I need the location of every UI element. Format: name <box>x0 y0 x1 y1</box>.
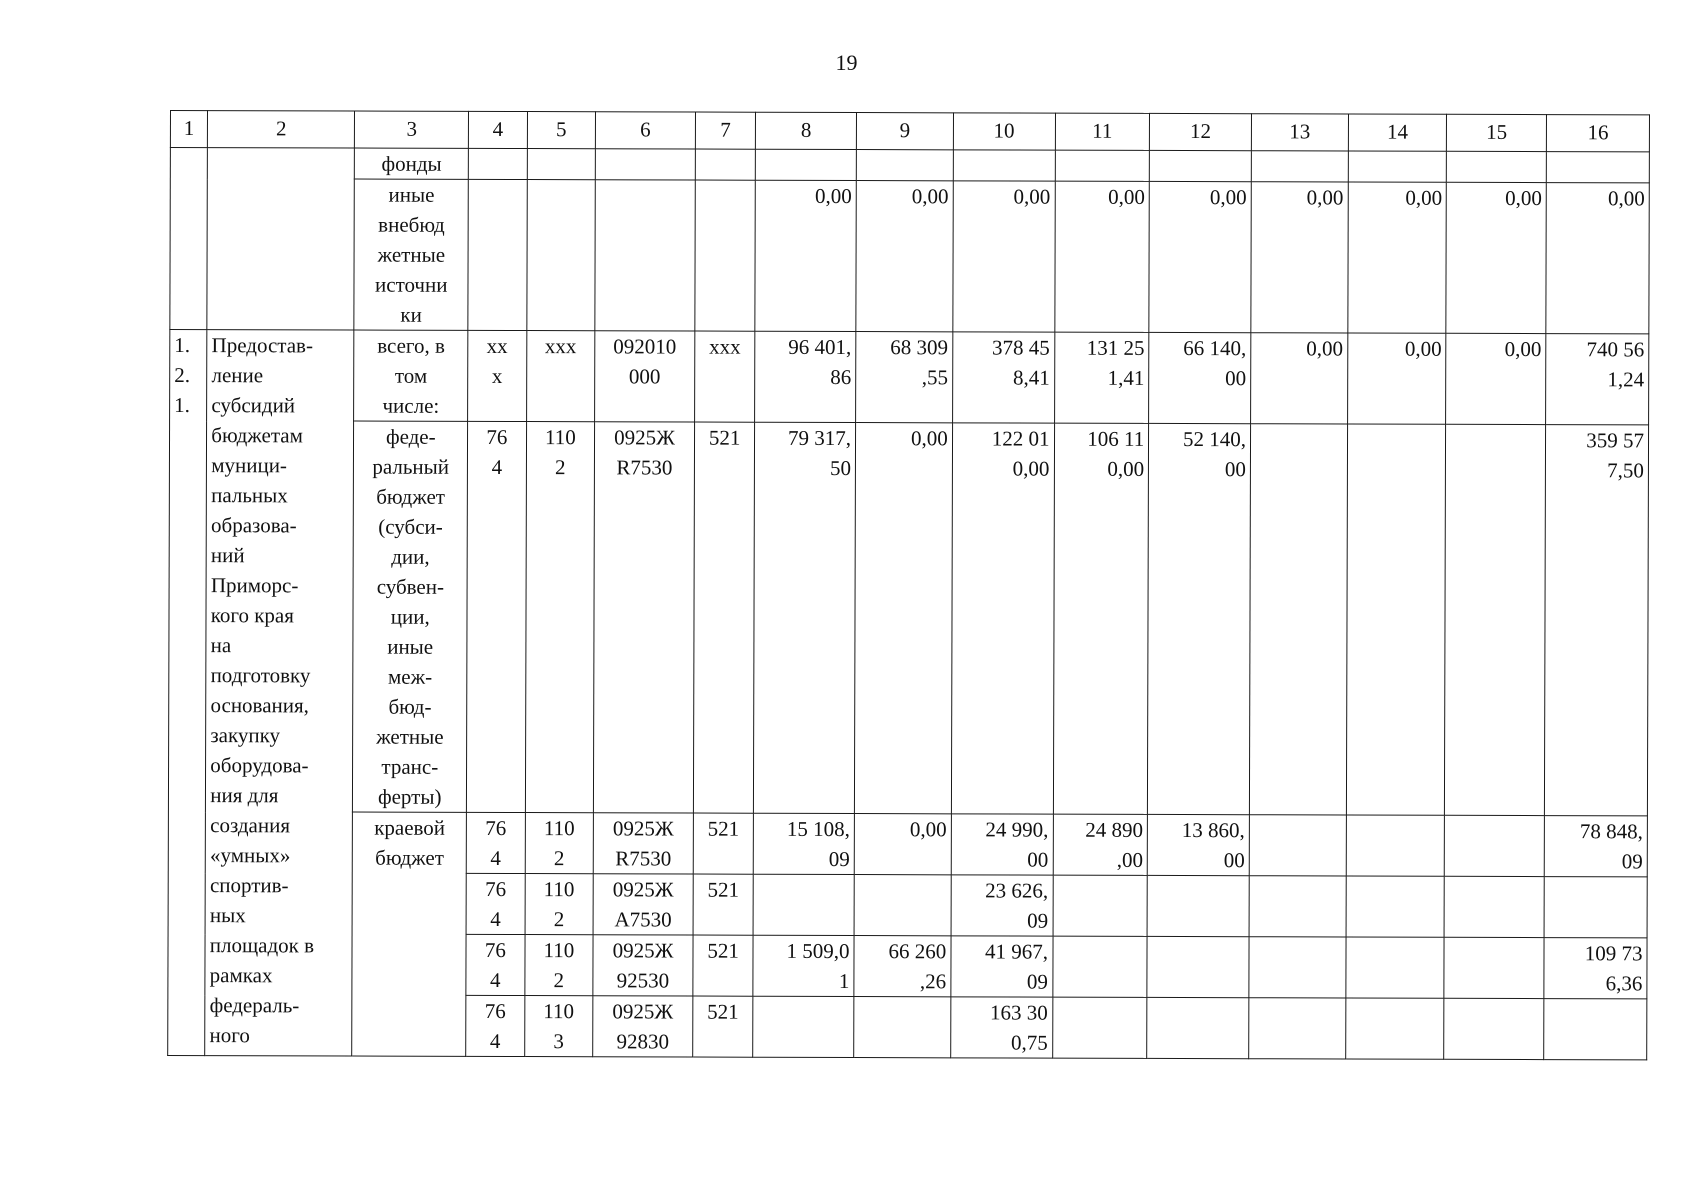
value-cell <box>1052 936 1147 997</box>
empty-cell <box>526 180 595 331</box>
value-cell: 0,00 <box>1251 333 1348 424</box>
value-cell: 13 860, 00 <box>1147 814 1249 875</box>
empty-cell <box>1055 150 1150 181</box>
value-cell: 1 509,0 1 <box>753 935 854 996</box>
column-header-7: 7 <box>695 112 756 149</box>
value-cell <box>1445 424 1546 815</box>
column-header-8: 8 <box>756 112 857 149</box>
empty-cell <box>595 180 695 331</box>
value-cell: 0,00 <box>856 181 953 332</box>
code-cell-4: 76 4 <box>466 995 525 1056</box>
value-cell: 0,00 <box>854 423 952 814</box>
code-cell-7: 521 <box>693 935 754 996</box>
table-row-regional-1 <box>168 811 1647 876</box>
source-regional: краевой бюджет <box>352 812 467 1056</box>
value-cell <box>1249 876 1346 937</box>
item-number: 1. 2. 1. <box>168 330 207 1056</box>
value-cell <box>1445 815 1545 876</box>
value-cell <box>1147 875 1249 936</box>
empty-cell <box>953 150 1055 181</box>
code-cell-5: xxx <box>526 331 595 422</box>
table-row-federal <box>168 421 1648 816</box>
code-cell-5: 110 2 <box>525 874 594 935</box>
empty-cell <box>595 149 695 180</box>
value-cell: 78 848, 09 <box>1544 816 1647 877</box>
code-cell-4: 76 4 <box>466 812 525 873</box>
value-cell: 378 45 8,41 <box>952 332 1054 423</box>
column-header-10: 10 <box>953 113 1055 150</box>
value-cell: 41 967, 09 <box>951 936 1053 997</box>
value-cell: 0,00 <box>1446 182 1546 333</box>
value-cell <box>1345 998 1444 1059</box>
source-total: всего, в том числе: <box>354 330 468 421</box>
value-cell <box>1052 997 1147 1058</box>
column-header-6: 6 <box>596 112 696 149</box>
value-cell <box>1346 815 1445 876</box>
value-cell <box>1249 815 1346 876</box>
value-cell <box>753 874 854 935</box>
code-cell-7: 521 <box>693 813 754 874</box>
code-cell-6: 0925Ж R7530 <box>593 813 693 874</box>
value-cell: 106 11 0,00 <box>1053 423 1149 814</box>
value-cell: 131 25 1,41 <box>1054 332 1149 423</box>
value-cell: 23 626, 09 <box>951 875 1053 936</box>
value-cell: 66 140, 00 <box>1149 332 1251 423</box>
column-header-3: 3 <box>355 111 469 148</box>
column-header-12: 12 <box>1150 113 1252 150</box>
value-cell <box>1249 937 1346 998</box>
source-fondy: фонды <box>355 148 469 179</box>
value-cell: 163 30 0,75 <box>950 997 1052 1058</box>
column-header-15: 15 <box>1447 114 1547 151</box>
value-cell: 0,00 <box>953 181 1055 332</box>
column-header-13: 13 <box>1251 114 1348 151</box>
value-cell: 109 73 6,36 <box>1544 938 1647 999</box>
value-cell <box>1544 999 1647 1060</box>
value-cell <box>854 875 951 936</box>
value-cell <box>1249 424 1347 815</box>
empty-cell <box>207 148 355 330</box>
column-header-16: 16 <box>1547 115 1650 152</box>
value-cell: 122 01 0,00 <box>951 423 1054 814</box>
value-cell: 24 990, 00 <box>951 814 1053 875</box>
code-cell-5: 110 2 <box>525 813 594 874</box>
value-cell: 0,00 <box>1546 183 1649 334</box>
table-row-other-sources <box>170 179 1649 334</box>
code-cell-4: xx x <box>468 330 527 421</box>
value-cell: 0,00 <box>1251 182 1348 333</box>
code-cell-6: 0925Ж 92830 <box>593 996 693 1057</box>
column-header-2: 2 <box>208 111 355 148</box>
value-cell <box>854 997 951 1058</box>
empty-cell <box>1251 151 1348 182</box>
value-cell: 0,00 <box>1149 181 1251 332</box>
code-cell-4: 76 4 <box>467 421 527 812</box>
value-cell: 52 140, 00 <box>1148 423 1251 814</box>
value-cell <box>1544 877 1647 938</box>
empty-cell <box>1546 152 1649 183</box>
column-header-9: 9 <box>856 113 953 150</box>
empty-cell <box>1348 151 1447 182</box>
value-cell <box>1444 998 1544 1059</box>
code-cell-7: 521 <box>693 422 755 813</box>
code-cell-7: 521 <box>693 996 754 1057</box>
value-cell <box>1147 997 1249 1058</box>
column-header-14: 14 <box>1348 114 1447 151</box>
code-cell-6: 0925Ж R7530 <box>594 422 695 813</box>
value-cell: 359 57 7,50 <box>1545 425 1649 816</box>
table-row-total <box>170 330 1649 425</box>
value-cell: 0,00 <box>1348 182 1447 333</box>
empty-cell <box>1149 150 1251 181</box>
value-cell: 0,00 <box>1446 333 1546 424</box>
column-header-11: 11 <box>1055 113 1150 150</box>
value-cell <box>1444 937 1544 998</box>
value-cell <box>1346 876 1445 937</box>
empty-cell <box>170 148 208 330</box>
value-cell <box>1346 424 1446 815</box>
code-cell-5: 110 2 <box>524 935 593 996</box>
empty-cell <box>468 148 527 179</box>
code-cell-7: 521 <box>693 874 754 935</box>
empty-cell <box>695 180 756 331</box>
column-header-5: 5 <box>527 112 596 149</box>
empty-cell <box>756 149 857 180</box>
value-cell: 0,00 <box>755 180 856 331</box>
empty-cell <box>695 149 756 180</box>
source-other: иные внебюд жетные источни ки <box>354 179 468 330</box>
value-cell <box>1444 876 1544 937</box>
value-cell: 0,00 <box>1054 181 1149 332</box>
value-cell: 0,00 <box>854 814 951 875</box>
value-cell: 66 260 ,26 <box>854 936 951 997</box>
code-cell-6: 0925Ж 92530 <box>593 935 693 996</box>
code-cell-5: 110 2 <box>525 422 595 813</box>
value-cell <box>1053 875 1148 936</box>
code-cell-5: 110 3 <box>524 996 593 1057</box>
empty-cell <box>856 150 953 181</box>
code-cell-6: 0925Ж A7530 <box>593 874 693 935</box>
value-cell: 740 56 1,24 <box>1546 334 1649 425</box>
empty-cell <box>1447 151 1547 182</box>
column-header-1: 1 <box>170 111 207 148</box>
value-cell <box>1147 936 1249 997</box>
header-row <box>170 111 1649 152</box>
value-cell <box>753 996 854 1057</box>
value-cell: 96 401, 86 <box>755 331 856 422</box>
code-cell-6: 092010 000 <box>595 331 695 422</box>
column-header-4: 4 <box>469 111 528 148</box>
code-cell-7: xxx <box>694 331 755 422</box>
value-cell: 79 317, 50 <box>754 422 856 813</box>
source-federal: феде- ральный бюджет (субси- дии, субвен- ции, иные меж- бюд- жетные транс- ферты) <box>353 421 468 812</box>
empty-cell <box>468 179 527 330</box>
code-cell-4: 76 4 <box>466 934 525 995</box>
value-cell: 24 890 ,00 <box>1053 814 1148 875</box>
empty-cell <box>527 149 596 180</box>
page-number: 19 <box>835 50 858 75</box>
table-row-fondy <box>170 148 1649 183</box>
value-cell: 0,00 <box>1347 333 1446 424</box>
value-cell <box>1346 937 1445 998</box>
budget-table <box>167 110 1650 1060</box>
code-cell-4: 76 4 <box>466 873 525 934</box>
item-description: Предостав- ление субсидий бюджетам муници- пальных образова- ний Приморс- кого края на подготовку основания, закупку оборудова- ния для создания «умных» спортив- ных площадок в рамках федераль- ного <box>205 330 354 1056</box>
value-cell <box>1249 998 1346 1059</box>
value-cell: 68 309 ,55 <box>856 332 953 423</box>
value-cell: 15 108, 09 <box>754 813 855 874</box>
